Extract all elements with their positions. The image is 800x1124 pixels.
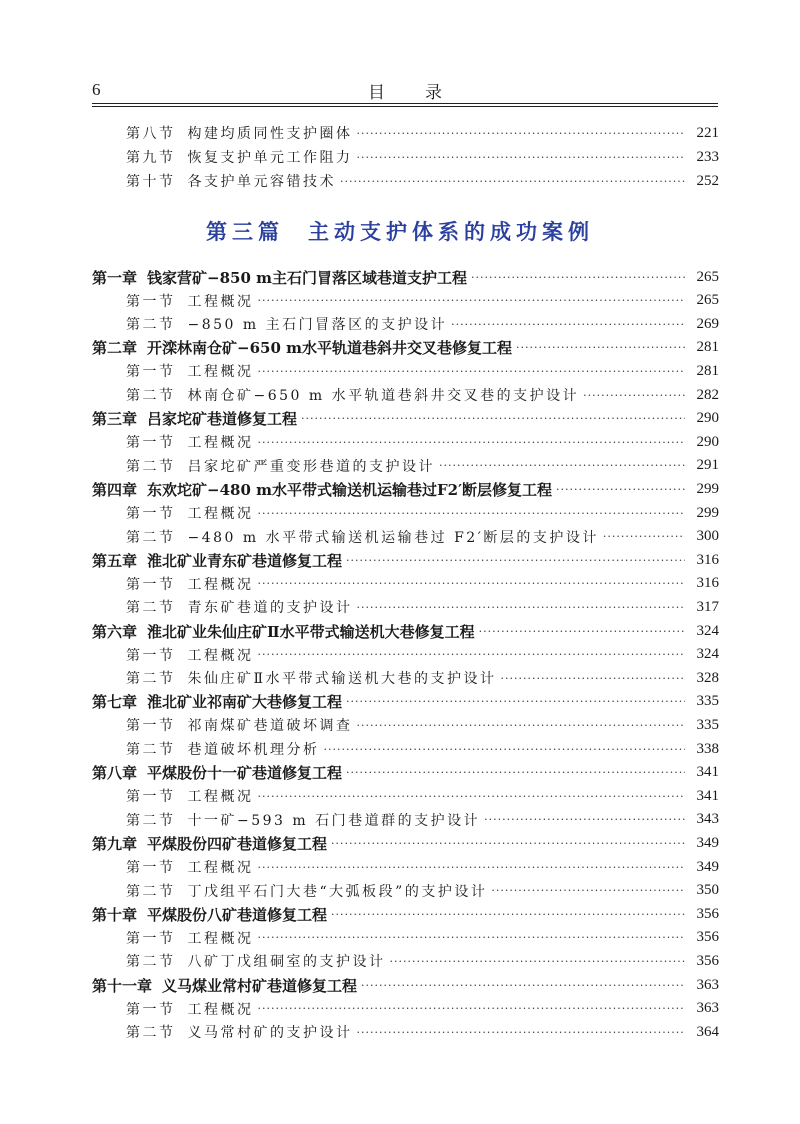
dot-leader bbox=[516, 341, 685, 354]
toc-entry-text bbox=[92, 267, 467, 288]
toc-entry-text bbox=[92, 337, 512, 358]
toc-entry-label: 第一节 bbox=[126, 364, 176, 381]
dot-leader bbox=[390, 955, 686, 968]
toc-entry-title: 工程概况 bbox=[187, 506, 254, 522]
toc-entry-title: 平煤股份四矿巷道修复工程 bbox=[147, 834, 328, 853]
toc-page-number: 341 bbox=[696, 764, 719, 781]
dot-leader bbox=[556, 483, 685, 496]
toc-entry-label: 第一节 bbox=[126, 647, 176, 664]
dot-leader bbox=[346, 695, 685, 708]
toc-entry-title: 林南仓矿−650 m 水平轨道巷斜井交叉巷的支护设计 bbox=[187, 388, 580, 404]
toc-entry-label: 第一节 bbox=[126, 860, 176, 876]
dot-leader bbox=[603, 530, 685, 543]
toc-section-entry[interactable] bbox=[92, 122, 719, 144]
toc-entry-label: 第十章 bbox=[92, 905, 138, 924]
dot-leader bbox=[583, 389, 685, 402]
toc-entry-title: 构建均质同性支护圈体 bbox=[187, 126, 353, 142]
toc-entry-title: 工程概况 bbox=[187, 860, 254, 876]
toc-entry-label: 第九章 bbox=[92, 834, 138, 853]
dot-leader bbox=[331, 837, 685, 850]
toc-chapter-entry[interactable] bbox=[92, 478, 719, 500]
toc-section-entry[interactable] bbox=[92, 644, 719, 666]
toc-page-number: 324 bbox=[696, 622, 719, 639]
toc-entry-label: 第二章 bbox=[92, 339, 138, 358]
toc-entry-text bbox=[92, 408, 297, 429]
toc-entry-title: 义马常村矿的支护设计 bbox=[187, 1025, 353, 1042]
dot-leader bbox=[258, 861, 686, 874]
toc-entry-label: 第四章 bbox=[92, 480, 138, 499]
toc-entry-text bbox=[92, 550, 342, 571]
toc-entry-title: 工程概况 bbox=[187, 647, 254, 664]
toc-entry-text bbox=[126, 503, 254, 523]
toc-entry-text bbox=[92, 833, 327, 854]
toc-entry-text bbox=[126, 857, 254, 877]
toc-entry-label: 第八节 bbox=[126, 126, 176, 142]
toc-entry-title: 各支护单元容错技术 bbox=[187, 174, 336, 190]
toc-entry-label: 第一节 bbox=[126, 506, 176, 522]
toc-page-number: 265 bbox=[696, 268, 719, 285]
toc-page-number: 221 bbox=[696, 124, 719, 141]
dot-leader bbox=[501, 672, 685, 685]
toc-chapter-entry[interactable] bbox=[92, 762, 719, 784]
toc-entry-title: 青东矿巷道的支护设计 bbox=[187, 600, 353, 617]
toc-page-number: 328 bbox=[696, 669, 719, 686]
toc-section-entry[interactable] bbox=[92, 927, 719, 949]
dot-leader bbox=[491, 884, 685, 897]
toc-entry-text bbox=[92, 691, 342, 712]
toc-entry-text bbox=[126, 527, 599, 547]
toc-entry-text bbox=[126, 361, 254, 381]
toc-entry-title: 朱仙庄矿Ⅱ水平带式输送机大巷的支护设计 bbox=[187, 671, 497, 688]
toc-page-number: 349 bbox=[696, 834, 719, 851]
toc-entry-label: 第二节 bbox=[126, 742, 176, 758]
toc-entry-text bbox=[92, 762, 342, 783]
toc-entry-text bbox=[126, 645, 254, 665]
toc-entry-text bbox=[126, 1022, 353, 1042]
toc-entry-title: 丁戊组平石门大巷“大弧板段”的支护设计 bbox=[187, 883, 488, 900]
toc-entry-title: 八矿丁戊组硐室的支护设计 bbox=[187, 954, 386, 971]
toc-entry-text bbox=[126, 291, 254, 311]
toc-entry-label: 第一节 bbox=[126, 789, 176, 806]
dot-leader bbox=[357, 151, 686, 164]
toc-chapter-entry[interactable] bbox=[92, 337, 719, 359]
toc-page-number: 356 bbox=[696, 929, 719, 946]
toc-entry-title: 钱家营矿−850 m主石门冒落区域巷道支护工程 bbox=[147, 268, 467, 287]
toc-entry-label: 第一节 bbox=[126, 293, 176, 310]
toc-section-entry[interactable] bbox=[92, 809, 719, 831]
toc-entry-label: 第一节 bbox=[126, 1001, 176, 1018]
toc-entry-label: 第一节 bbox=[126, 930, 176, 947]
toc-chapter-entry[interactable] bbox=[92, 903, 719, 925]
toc-entry-label: 第二节 bbox=[126, 883, 176, 900]
toc-entry-title: 工程概况 bbox=[187, 364, 254, 381]
toc-entry-title: 工程概况 bbox=[187, 930, 254, 947]
toc-entry-title: −480 m 水平带式输送机运输巷过 F2′断层的支护设计 bbox=[187, 529, 599, 546]
toc-section-entry[interactable] bbox=[92, 738, 719, 760]
toc-section-entry[interactable] bbox=[92, 502, 719, 524]
toc-chapter-entry[interactable] bbox=[92, 266, 719, 288]
toc-entry-title: 开滦林南仓矿−650 m水平轨道巷斜井交叉巷修复工程 bbox=[147, 339, 512, 358]
toc-section-entry[interactable] bbox=[92, 950, 719, 972]
toc-entry-title: −850 m 主石门冒落区的支护设计 bbox=[187, 317, 448, 334]
toc-entry-text bbox=[92, 621, 475, 642]
toc-entry-title: 淮北矿业朱仙庄矿Ⅱ水平带式输送机大巷修复工程 bbox=[147, 622, 475, 641]
toc-chapter-entry[interactable] bbox=[92, 620, 719, 642]
part-name: 主动支护体系的成功案例 bbox=[308, 219, 594, 244]
toc-page-number: 338 bbox=[696, 740, 719, 757]
toc-entry-text bbox=[126, 385, 579, 405]
toc-entry-label: 第三章 bbox=[92, 410, 138, 429]
toc-entry-title: 淮北矿业青东矿巷道修复工程 bbox=[147, 551, 343, 570]
toc-entry-title: 工程概况 bbox=[187, 293, 254, 310]
toc-section-entry[interactable] bbox=[92, 360, 719, 382]
toc-entry-label: 第一节 bbox=[126, 435, 176, 452]
toc-page-number: 363 bbox=[696, 976, 719, 993]
toc-page-number: 356 bbox=[696, 905, 719, 922]
toc-entry-label: 第一章 bbox=[92, 268, 138, 287]
toc-entry-label: 第二节 bbox=[126, 1025, 176, 1042]
toc-entry-title: 淮北矿业祁南矿大巷修复工程 bbox=[147, 693, 343, 712]
toc-page-number: 299 bbox=[696, 504, 719, 521]
toc-entry-text bbox=[126, 123, 353, 143]
toc-entry-title: 十一矿−593 m 石门巷道群的支护设计 bbox=[187, 812, 481, 829]
toc-section-entry[interactable] bbox=[92, 714, 719, 736]
toc-entry-label: 第一节 bbox=[126, 576, 176, 593]
toc-entry-title: 工程概况 bbox=[187, 1001, 254, 1018]
toc-section-entry[interactable] bbox=[92, 431, 719, 453]
dot-leader bbox=[258, 294, 686, 307]
toc-entry-label: 第二节 bbox=[126, 954, 176, 971]
toc-page-number: 265 bbox=[696, 292, 719, 309]
toc-section-entry[interactable] bbox=[92, 785, 719, 807]
toc-page-number: 349 bbox=[696, 858, 719, 875]
dot-leader bbox=[258, 365, 686, 378]
dot-leader bbox=[258, 790, 686, 803]
toc-entry-label: 第二节 bbox=[126, 600, 176, 617]
toc-section-entry[interactable] bbox=[92, 290, 719, 312]
toc-entry-title: 吕家坨矿巷道修复工程 bbox=[147, 410, 298, 429]
toc-page-number: 282 bbox=[696, 386, 719, 403]
toc-page-number: 324 bbox=[696, 646, 719, 663]
toc-page-number: 281 bbox=[696, 362, 719, 379]
part-title bbox=[0, 216, 800, 246]
toc-entry-text bbox=[126, 574, 254, 594]
toc-entry-label: 第五章 bbox=[92, 551, 138, 570]
toc-entry-text bbox=[126, 881, 487, 901]
toc-page-number: 281 bbox=[696, 339, 719, 356]
dot-leader bbox=[361, 979, 685, 992]
dot-leader bbox=[340, 175, 685, 188]
toc-entry-title: 东欢坨矿−480 m水平带式输送机运输巷过F2′断层修复工程 bbox=[147, 480, 553, 499]
toc-section-entry[interactable] bbox=[92, 455, 719, 477]
toc-page-number: 299 bbox=[696, 480, 719, 497]
toc-entry-text bbox=[126, 928, 254, 948]
toc-entry-title: 巷道破坏机理分析 bbox=[187, 742, 320, 758]
dot-leader bbox=[357, 1026, 686, 1039]
toc-entry-text bbox=[126, 597, 353, 617]
toc-entry-text bbox=[126, 456, 435, 476]
toc-page-number: 364 bbox=[696, 1023, 719, 1040]
toc-entry-title: 工程概况 bbox=[187, 435, 254, 452]
toc-entry-title: 平煤股份十一矿巷道修复工程 bbox=[147, 764, 343, 783]
toc-page-number: 300 bbox=[696, 528, 719, 545]
toc-section-entry[interactable] bbox=[92, 1021, 719, 1043]
toc-chapter-entry[interactable] bbox=[92, 974, 719, 996]
toc-section-entry[interactable] bbox=[92, 880, 719, 902]
dot-leader bbox=[258, 1002, 686, 1015]
part-label: 第三篇 bbox=[206, 219, 284, 244]
dot-leader bbox=[331, 908, 685, 921]
toc-section-entry[interactable] bbox=[92, 170, 719, 192]
dot-leader bbox=[258, 648, 686, 661]
toc-section-entry[interactable] bbox=[92, 384, 719, 406]
toc-chapter-entry[interactable] bbox=[92, 691, 719, 713]
toc-entry-title: 工程概况 bbox=[187, 576, 254, 593]
toc-section-entry[interactable] bbox=[92, 596, 719, 618]
toc-page-number: 335 bbox=[696, 693, 719, 710]
header-rule-double bbox=[92, 106, 718, 107]
toc-entry-title: 祁南煤矿巷道破坏调查 bbox=[187, 718, 353, 735]
toc-page-number: 343 bbox=[696, 811, 719, 828]
toc-entry-label: 第十节 bbox=[126, 174, 176, 190]
toc-entry-text bbox=[126, 810, 480, 830]
page-header bbox=[92, 78, 718, 102]
dot-leader bbox=[324, 743, 686, 756]
toc-section-entry[interactable] bbox=[92, 526, 719, 548]
toc-entry-text bbox=[126, 147, 353, 167]
toc-section-entry[interactable] bbox=[92, 667, 719, 689]
toc-chapter-entry[interactable] bbox=[92, 549, 719, 571]
toc-entry-label: 第八章 bbox=[92, 764, 138, 783]
dot-leader bbox=[357, 601, 686, 614]
dot-leader bbox=[346, 554, 685, 567]
toc-entry-text bbox=[126, 739, 320, 759]
toc-entry-label: 第七章 bbox=[92, 693, 138, 712]
toc-section-entry[interactable] bbox=[92, 573, 719, 595]
dot-leader bbox=[258, 436, 686, 449]
dot-leader bbox=[479, 625, 685, 638]
toc-entry-text bbox=[92, 904, 327, 925]
toc-page-number: 363 bbox=[696, 1000, 719, 1017]
toc-page-number: 317 bbox=[696, 598, 719, 615]
dot-leader bbox=[357, 719, 686, 732]
toc-entry-text bbox=[126, 314, 447, 334]
dot-leader bbox=[439, 459, 685, 472]
toc-section-entry[interactable] bbox=[92, 146, 719, 168]
toc-entry-label: 第二节 bbox=[126, 812, 176, 829]
dot-leader bbox=[484, 813, 685, 826]
toc-section-entry[interactable] bbox=[92, 313, 719, 335]
running-title: 目录 bbox=[368, 83, 482, 103]
toc-page-number: 290 bbox=[696, 433, 719, 450]
header-rule bbox=[92, 103, 718, 104]
toc-page-number: 290 bbox=[696, 410, 719, 427]
dot-leader bbox=[258, 931, 686, 944]
toc-page-number: 291 bbox=[696, 457, 719, 474]
dot-leader bbox=[451, 318, 685, 331]
dot-leader bbox=[357, 127, 686, 140]
toc-entry-label: 第二节 bbox=[126, 458, 176, 475]
toc-entry-label: 第一节 bbox=[126, 718, 176, 735]
dot-leader bbox=[258, 577, 686, 590]
toc-entry-label: 第二节 bbox=[126, 671, 176, 688]
toc-page-number: 233 bbox=[696, 148, 719, 165]
toc-entry-label: 第二节 bbox=[126, 317, 176, 334]
toc-entry-title: 工程概况 bbox=[187, 789, 254, 806]
toc-page-number: 252 bbox=[696, 172, 719, 189]
toc-entry-text bbox=[92, 479, 552, 500]
toc-chapter-entry[interactable] bbox=[92, 408, 719, 430]
toc-entry-title: 恢复支护单元工作阻力 bbox=[187, 150, 353, 166]
toc-page-number: 356 bbox=[696, 952, 719, 969]
dot-leader bbox=[471, 271, 685, 284]
toc-entry-text bbox=[126, 715, 353, 735]
toc-entry-label: 第九节 bbox=[126, 150, 176, 166]
toc-page-number: 269 bbox=[696, 315, 719, 332]
toc-entry-text bbox=[126, 171, 336, 191]
toc-entry-text bbox=[126, 668, 497, 688]
toc-page-number: 316 bbox=[696, 551, 719, 568]
dot-leader bbox=[346, 766, 685, 779]
toc-entry-title: 平煤股份八矿巷道修复工程 bbox=[147, 905, 328, 924]
toc-page-number: 341 bbox=[696, 787, 719, 804]
toc-entry-title: 吕家坨矿严重变形巷道的支护设计 bbox=[187, 458, 435, 475]
toc-page-number: 335 bbox=[696, 716, 719, 733]
toc-entry-label: 第二节 bbox=[126, 388, 176, 404]
toc-entry-text bbox=[126, 999, 254, 1019]
page-number: 6 bbox=[92, 80, 101, 99]
dot-leader bbox=[301, 412, 685, 425]
toc-entry-text bbox=[126, 786, 254, 806]
toc-entry-title: 义马煤业常村矿巷道修复工程 bbox=[162, 976, 358, 995]
toc-entry-text bbox=[126, 951, 386, 971]
toc-entry-label: 第六章 bbox=[92, 622, 138, 641]
toc-page-number: 316 bbox=[696, 575, 719, 592]
toc-entry-text bbox=[92, 975, 357, 996]
dot-leader bbox=[258, 507, 686, 520]
toc-chapter-entry[interactable] bbox=[92, 832, 719, 854]
toc-entry-text bbox=[126, 432, 254, 452]
toc-page-number: 350 bbox=[696, 882, 719, 899]
toc-section-entry[interactable] bbox=[92, 856, 719, 878]
toc-entry-label: 第十一章 bbox=[92, 976, 153, 995]
toc-entry-label: 第二节 bbox=[126, 529, 176, 546]
toc-section-entry[interactable] bbox=[92, 998, 719, 1020]
